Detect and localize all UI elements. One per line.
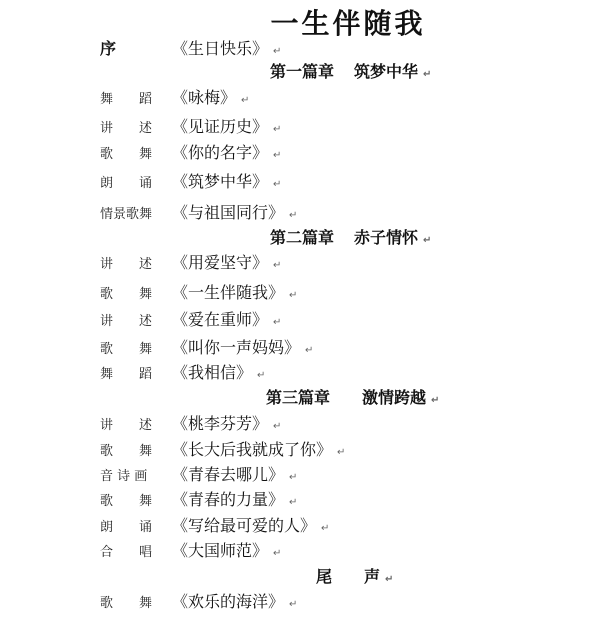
- program-title: 《写给最可爱的人》 ↵: [172, 516, 330, 535]
- program-title: 《青春去哪儿》 ↵: [172, 465, 298, 484]
- program-title: 《一生伴随我》 ↵: [172, 283, 298, 302]
- program-category: 讲 述: [100, 418, 153, 433]
- paragraph-mark-icon: ↵: [289, 472, 298, 483]
- chapter-name: 筑梦中华: [354, 62, 419, 81]
- chapter-name: 激情跨越: [362, 388, 427, 407]
- program-category: 舞 蹈: [100, 92, 153, 107]
- paragraph-mark-icon: ↵: [273, 179, 282, 190]
- chapter-heading: [270, 227, 431, 249]
- paragraph-mark-icon: ↵: [423, 69, 432, 80]
- program-line: [100, 171, 281, 193]
- program-category: 歌 舞: [100, 444, 153, 459]
- program-line: [100, 362, 265, 384]
- program-line: [100, 413, 281, 435]
- paragraph-mark-icon: ↵: [273, 317, 282, 328]
- paragraph-mark-icon: ↵: [431, 395, 440, 406]
- program-title: 《见证历史》 ↵: [172, 117, 282, 136]
- program-line: [100, 489, 297, 511]
- program-line: [100, 591, 297, 613]
- paragraph-mark-icon: ↵: [273, 548, 282, 559]
- paragraph-mark-icon: ↵: [273, 260, 282, 271]
- program-line: [100, 337, 313, 359]
- program-category: 朗 诵: [100, 520, 153, 535]
- program-title: 《咏梅》 ↵: [172, 88, 250, 107]
- program-category: 音 诗 画: [100, 469, 148, 484]
- program-line: [100, 515, 329, 537]
- paragraph-mark-icon: ↵: [273, 150, 282, 161]
- prologue-label: 序: [100, 39, 117, 58]
- paragraph-mark-icon: ↵: [385, 574, 394, 585]
- program-title: 《桃李芬芳》 ↵: [172, 414, 282, 433]
- paragraph-mark-icon: ↵: [289, 599, 298, 610]
- program-title: 《与祖国同行》 ↵: [172, 203, 298, 222]
- epilogue-title: 尾 声: [316, 567, 381, 586]
- program-category: 歌 舞: [100, 494, 153, 509]
- prologue-program: 《生日快乐》 ↵: [172, 39, 282, 58]
- program-line: [100, 252, 281, 274]
- paragraph-mark-icon: ↵: [273, 421, 282, 432]
- paragraph-mark-icon: ↵: [273, 124, 282, 135]
- paragraph-mark-icon: ↵: [289, 290, 298, 301]
- program-category: 讲 述: [100, 257, 153, 272]
- chapter-number: 第三篇章: [266, 388, 331, 407]
- program-title: 《大国师范》 ↵: [172, 541, 282, 560]
- paragraph-mark-icon: ↵: [241, 95, 250, 106]
- program-category: 合 唱: [100, 545, 153, 560]
- program-title: 《爱在重师》 ↵: [172, 310, 282, 329]
- program-line: [100, 202, 297, 224]
- program-title: 《用爱坚守》 ↵: [172, 253, 282, 272]
- program-line: [100, 282, 297, 304]
- program-category: 歌 舞: [100, 342, 153, 357]
- paragraph-mark-icon: ↵: [305, 345, 314, 356]
- program-category: 讲 述: [100, 314, 153, 329]
- program-title: 《长大后我就成了你》 ↵: [172, 440, 346, 459]
- program-category: 歌 舞: [100, 596, 153, 611]
- program-title: 《你的名字》 ↵: [172, 143, 282, 162]
- chapter-number: 第二篇章: [270, 228, 335, 247]
- paragraph-mark-icon: ↵: [423, 235, 432, 246]
- epilogue-heading: [316, 566, 393, 588]
- chapter-heading: [270, 61, 431, 83]
- program-line: [100, 540, 281, 562]
- chapter-number: 第一篇章: [270, 62, 335, 81]
- paragraph-mark-icon: ↵: [289, 210, 298, 221]
- program-line: [100, 309, 281, 331]
- program-category: 歌 舞: [100, 147, 153, 162]
- program-category: 舞 蹈: [100, 367, 153, 382]
- program-category: 歌 舞: [100, 287, 153, 302]
- paragraph-mark-icon: ↵: [257, 370, 266, 381]
- program-title: 《筑梦中华》 ↵: [172, 172, 282, 191]
- paragraph-mark-icon: ↵: [289, 497, 298, 508]
- program-line: [100, 439, 345, 461]
- paragraph-mark-icon: ↵: [321, 523, 330, 534]
- program-line: [100, 464, 297, 486]
- paragraph-mark-icon: ↵: [337, 447, 346, 458]
- program-title: 《我相信》 ↵: [172, 363, 266, 382]
- program-title: 《欢乐的海洋》 ↵: [172, 592, 298, 611]
- program-line: [100, 142, 281, 164]
- prologue-line: [100, 38, 282, 60]
- program-category: 讲 述: [100, 121, 153, 136]
- page-title: 一生伴随我: [270, 7, 426, 40]
- program-category: 朗 诵: [100, 176, 153, 191]
- chapter-name: 赤子情怀: [354, 228, 419, 247]
- program-title: 《青春的力量》 ↵: [172, 490, 298, 509]
- paragraph-mark-icon: ↵: [273, 46, 282, 57]
- chapter-heading: [266, 387, 439, 409]
- program-line: [100, 116, 281, 138]
- program-category: 情景歌舞: [100, 207, 153, 222]
- program-line: [100, 87, 249, 109]
- program-title: 《叫你一声妈妈》 ↵: [172, 338, 314, 357]
